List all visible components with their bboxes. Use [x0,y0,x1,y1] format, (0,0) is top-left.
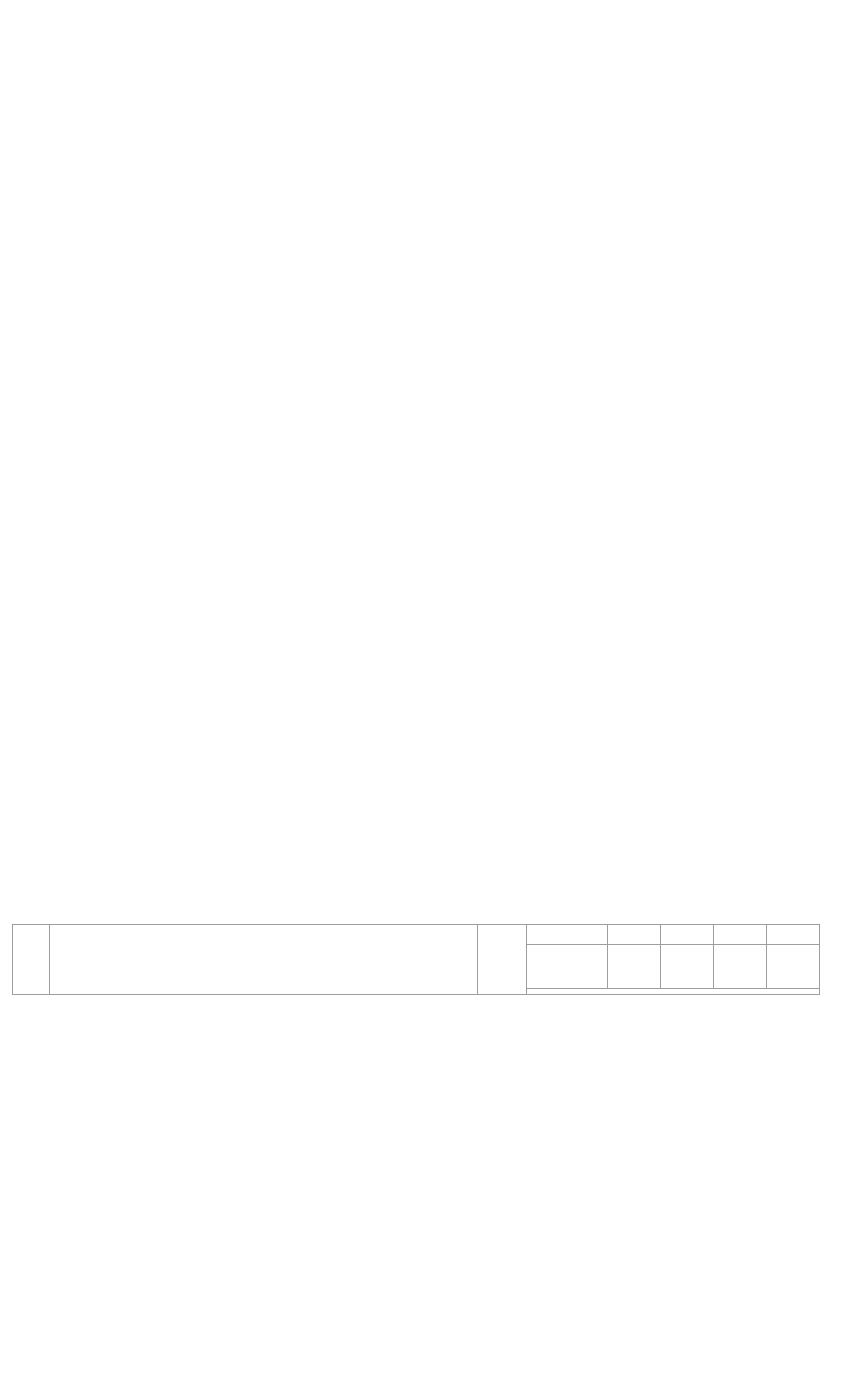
event-name [608,925,661,945]
event-name [767,925,820,945]
event-date [608,945,661,989]
event-name [527,925,608,945]
trophy-title [50,925,478,995]
event-date [767,945,820,989]
event-date [661,945,714,989]
veterans-header [12,924,820,995]
place-header [13,925,50,995]
event-date [527,945,608,989]
event-name [714,925,767,945]
total-header [478,925,527,995]
event-date [714,945,767,989]
event-name [661,925,714,945]
